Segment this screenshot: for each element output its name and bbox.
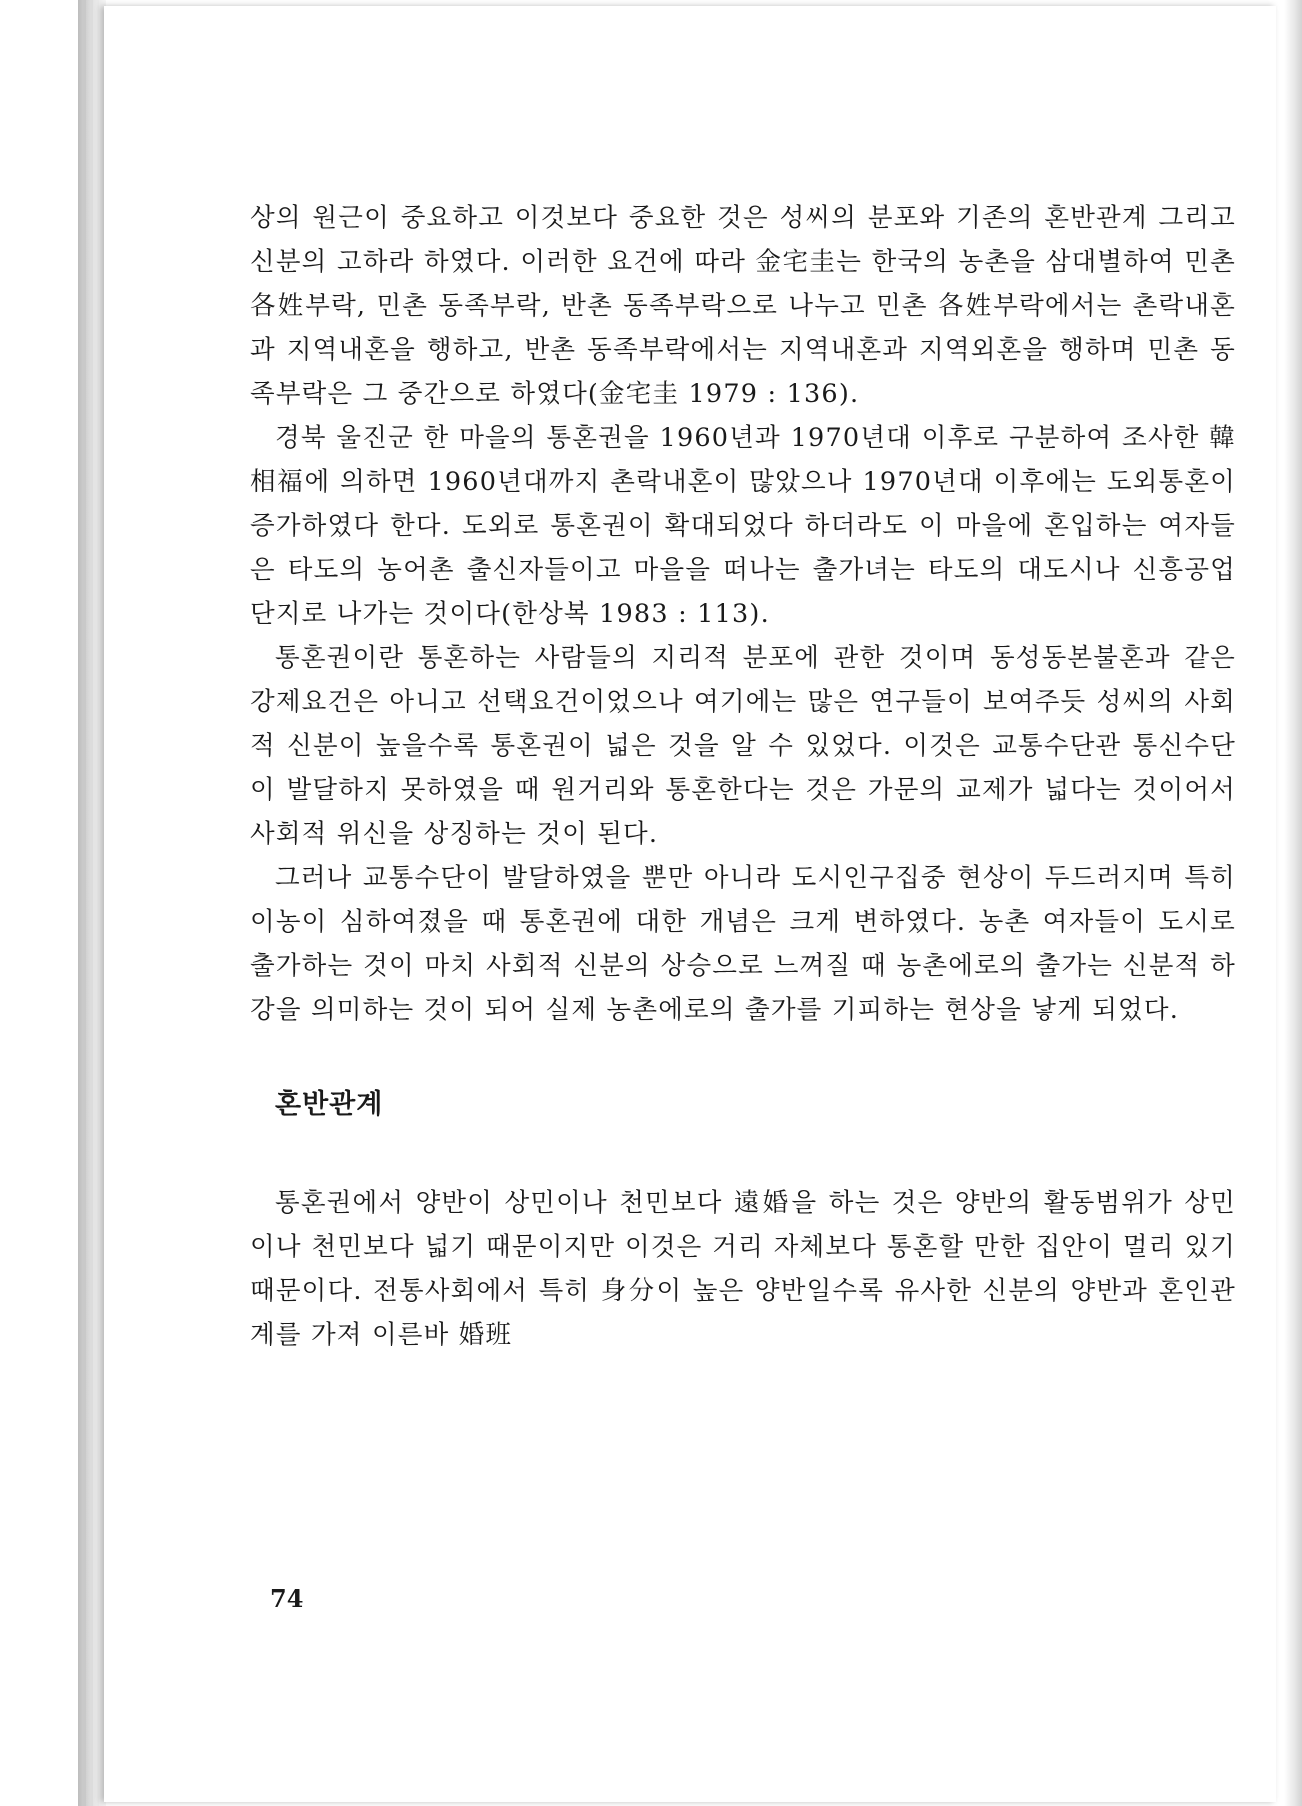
section-heading: 혼반관계: [275, 1089, 384, 1120]
paragraph: 그러나 교통수단이 발달하였을 뿐만 아니라 도시인구집중 현상이 두드러지며 특히 이농이 심하여졌을 때 통혼권에 대한 개념은 크게 변하였다. 농촌 여자들이 도시로 출가하는 것이 마치 사회적 신분의 상승으로 느껴질 때 농촌에로의 출가는 신분적 하강을 의미하는 것이 되어 실제 농촌에로의 출가를 기피하는 현상을 낳게 되었다.: [250, 863, 1236, 1025]
page-number: 74: [270, 1584, 304, 1613]
right-shadow: [1284, 0, 1302, 1806]
page-body: [250, 196, 1236, 1357]
paragraph: 통혼권에서 양반이 상민이나 천민보다 遠婚을 하는 것은 양반의 활동범위가 상민이나 천민보다 넓기 때문이지만 이것은 거리 자체보다 통혼할 만한 집안이 멀리 있기 때문이다. 전통사회에서 특히 身分이 높은 양반일수록 유사한 신분의 양반과 혼인관계를 가져 이른바 婚班: [250, 1188, 1236, 1350]
paragraph: 경북 울진군 한 마을의 통혼권을 1960년과 1970년대 이후로 구분하여 조사한 韓相福에 의하면 1960년대까지 촌락내혼이 많았으나 1970년대 이후에는 도외통혼이 증가하였다 한다. 도외로 통혼권이 확대되었다 하더라도 이 마을에 혼입하는 여자들은 타도의 농어촌 출신자들이고 마을을 떠나는 출가녀는 타도의 대도시나 신흥공업단지로 나가는 것이다(한상복 1983 : 113).: [250, 423, 1236, 629]
page-edge: [96, 0, 99, 1806]
page-edge: [90, 0, 93, 1806]
book-page: [104, 6, 1276, 1802]
page-edge: [82, 0, 86, 1806]
paragraph: 통혼권이란 통혼하는 사람들의 지리적 분포에 관한 것이며 동성동본불혼과 같은 강제요건은 아니고 선택요건이었으나 여기에는 많은 연구들이 보여주듯 성씨의 사회적 신분이 높을수록 통혼권이 넓은 것을 알 수 있었다. 이것은 교통수단관 통신수단이 발달하지 못하였을 때 원거리와 통혼한다는 것은 가문의 교제가 넓다는 것이어서 사회적 위신을 상징하는 것이 된다.: [250, 643, 1236, 849]
paragraph-continued: 상의 원근이 중요하고 이것보다 중요한 것은 성씨의 분포와 기존의 혼반관계 그리고 신분의 고하라 하였다. 이러한 요건에 따라 金宅圭는 한국의 농촌을 삼대별하여 민촌 各姓부락, 민촌 동족부락, 반촌 동족부락으로 나누고 민촌 各姓부락에서는 촌락내혼과 지역내혼을 행하고, 반촌 동족부락에서는 지역내혼과 지역외혼을 행하며 민촌 동족부락은 그 중간으로 하였다(金宅圭 1979 : 136).: [250, 203, 1236, 409]
